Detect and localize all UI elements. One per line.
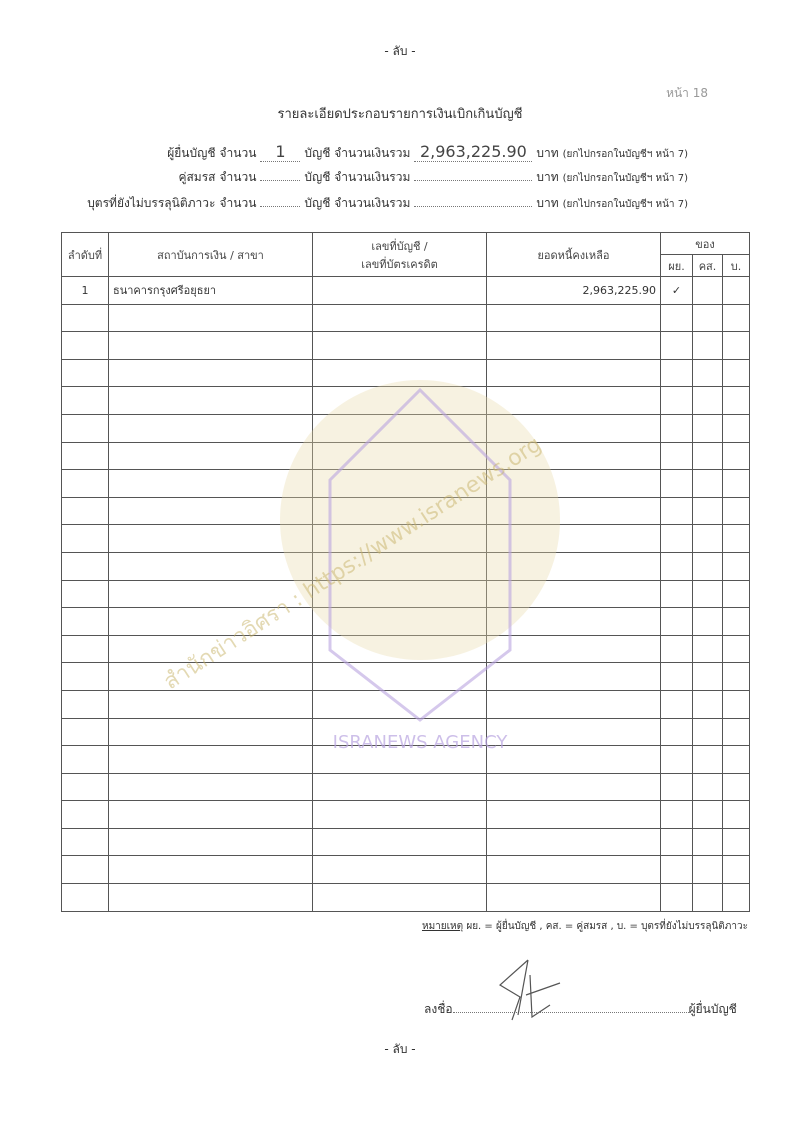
empty-cell [109, 332, 313, 360]
empty-cell [723, 387, 750, 415]
amount-value: 2,963,225.90 [414, 142, 532, 162]
empty-table-row [62, 635, 750, 663]
empty-cell [693, 525, 723, 553]
empty-cell [313, 856, 487, 884]
empty-cell [661, 746, 693, 774]
empty-cell [62, 773, 109, 801]
empty-cell [693, 470, 723, 498]
empty-cell [313, 497, 487, 525]
empty-cell [313, 525, 487, 553]
empty-cell [693, 414, 723, 442]
empty-cell [109, 663, 313, 691]
amount-value [414, 180, 532, 181]
empty-cell [487, 690, 661, 718]
header-owner-self: ผย. [661, 255, 693, 277]
count-value [260, 206, 300, 207]
empty-cell [313, 663, 487, 691]
empty-table-row [62, 387, 750, 415]
empty-cell [693, 856, 723, 884]
header-owner-child: บ. [723, 255, 750, 277]
empty-cell [723, 442, 750, 470]
cell-institution: ธนาคารกรุงศรีอยุธยา [109, 277, 313, 305]
empty-cell [487, 746, 661, 774]
empty-table-row [62, 414, 750, 442]
count-label: จำนวน [219, 146, 257, 160]
empty-cell [487, 470, 661, 498]
empty-table-row [62, 856, 750, 884]
empty-cell [313, 746, 487, 774]
empty-table-row [62, 608, 750, 636]
watermark-agency: ISRANEWS AGENCY [332, 732, 508, 753]
document-title: รายละเอียดประกอบรายการเงินเบิกเกินบัญชี [277, 107, 523, 122]
watermark-text: สำนักข่าวอิศรา : https://www.isranews.org [159, 431, 547, 696]
empty-table-row [62, 828, 750, 856]
empty-cell [693, 387, 723, 415]
empty-cell [487, 773, 661, 801]
signature-dots [453, 1012, 689, 1013]
empty-cell [661, 580, 693, 608]
empty-table-row [62, 552, 750, 580]
empty-cell [661, 525, 693, 553]
empty-cell [313, 332, 487, 360]
count-value: 1 [260, 142, 300, 162]
empty-table-row [62, 497, 750, 525]
empty-cell [487, 525, 661, 553]
empty-cell [661, 690, 693, 718]
empty-cell [661, 387, 693, 415]
empty-cell [62, 359, 109, 387]
unit-label: บาท [536, 170, 559, 184]
count-label: จำนวน [219, 196, 257, 210]
empty-cell [62, 690, 109, 718]
empty-cell [723, 856, 750, 884]
empty-cell [661, 304, 693, 332]
empty-cell [313, 387, 487, 415]
empty-cell [109, 525, 313, 553]
empty-table-row [62, 470, 750, 498]
empty-cell [693, 304, 723, 332]
empty-cell [723, 304, 750, 332]
empty-cell [109, 359, 313, 387]
empty-table-row [62, 525, 750, 553]
empty-cell [62, 332, 109, 360]
empty-cell [109, 690, 313, 718]
header-account [313, 233, 487, 277]
empty-cell [693, 773, 723, 801]
empty-table-row [62, 359, 750, 387]
page-number: หน้า 18 [666, 86, 708, 100]
empty-cell [62, 552, 109, 580]
accounts-label: บัญชี จำนวนเงินรวม [304, 146, 411, 160]
empty-cell [62, 414, 109, 442]
empty-cell [723, 332, 750, 360]
empty-cell [487, 608, 661, 636]
cell-owner-self: ✓ [661, 277, 693, 305]
accounts-label: บัญชี จำนวนเงินรวม [304, 196, 411, 210]
empty-cell [109, 442, 313, 470]
empty-cell [62, 580, 109, 608]
empty-cell [693, 663, 723, 691]
carry-note: (ยกไปกรอกในบัญชีฯ หน้า 7) [562, 149, 688, 160]
empty-cell [723, 828, 750, 856]
table-row [62, 277, 750, 305]
empty-cell [487, 856, 661, 884]
empty-table-row [62, 690, 750, 718]
empty-table-row [62, 746, 750, 774]
carry-note: (ยกไปกรอกในบัญชีฯ หน้า 7) [562, 173, 688, 184]
empty-cell [661, 635, 693, 663]
empty-cell [109, 801, 313, 829]
empty-cell [487, 304, 661, 332]
empty-cell [723, 525, 750, 553]
cell-owner-child [723, 277, 750, 305]
empty-cell [661, 414, 693, 442]
empty-cell [109, 470, 313, 498]
empty-cell [661, 663, 693, 691]
empty-cell [661, 828, 693, 856]
empty-cell [313, 718, 487, 746]
empty-cell [62, 304, 109, 332]
empty-cell [487, 828, 661, 856]
empty-cell [723, 773, 750, 801]
empty-cell [661, 332, 693, 360]
empty-cell [693, 442, 723, 470]
header-owner-spouse: คส. [693, 255, 723, 277]
empty-cell [109, 828, 313, 856]
empty-cell [62, 746, 109, 774]
empty-cell [487, 663, 661, 691]
empty-cell [723, 690, 750, 718]
header-institution: สถาบันการเงิน / สาขา [109, 233, 313, 277]
empty-cell [723, 552, 750, 580]
empty-cell [661, 497, 693, 525]
empty-table-row [62, 442, 750, 470]
empty-cell [62, 470, 109, 498]
header-balance: ยอดหนี้คงเหลือ [487, 233, 661, 277]
summary-label: ผู้ยื่นบัญชี [167, 146, 216, 160]
empty-cell [487, 359, 661, 387]
empty-cell [723, 718, 750, 746]
empty-cell [723, 497, 750, 525]
empty-cell [487, 718, 661, 746]
empty-cell [62, 525, 109, 553]
empty-cell [313, 884, 487, 912]
footnote [422, 919, 748, 934]
empty-cell [723, 884, 750, 912]
empty-cell [693, 828, 723, 856]
empty-cell [313, 552, 487, 580]
empty-cell [62, 828, 109, 856]
empty-cell [487, 414, 661, 442]
empty-cell [313, 442, 487, 470]
empty-cell [661, 856, 693, 884]
empty-cell [109, 746, 313, 774]
empty-table-row [62, 332, 750, 360]
carry-note: (ยกไปกรอกในบัญชีฯ หน้า 7) [562, 199, 688, 210]
empty-cell [487, 884, 661, 912]
empty-cell [313, 773, 487, 801]
empty-cell [62, 635, 109, 663]
footnote-label: หมายเหตุ [421, 921, 464, 932]
empty-cell [109, 773, 313, 801]
empty-cell [661, 359, 693, 387]
empty-cell [723, 663, 750, 691]
empty-cell [313, 414, 487, 442]
empty-cell [487, 801, 661, 829]
header-account-line2: เลขที่บัตรเครดิต [361, 257, 438, 271]
empty-cell [62, 442, 109, 470]
empty-cell [661, 884, 693, 912]
empty-cell [313, 608, 487, 636]
empty-cell [661, 801, 693, 829]
cell-seq: 1 [62, 277, 109, 305]
empty-table-row [62, 884, 750, 912]
empty-cell [313, 635, 487, 663]
empty-cell [661, 718, 693, 746]
empty-cell [487, 332, 661, 360]
empty-cell [723, 801, 750, 829]
cell-owner-spouse [693, 277, 723, 305]
empty-cell [487, 580, 661, 608]
empty-cell [693, 497, 723, 525]
empty-cell [693, 718, 723, 746]
empty-cell [723, 414, 750, 442]
overdraft-table [61, 232, 750, 912]
empty-cell [62, 608, 109, 636]
empty-cell [693, 359, 723, 387]
empty-cell [693, 608, 723, 636]
empty-cell [723, 359, 750, 387]
empty-cell [487, 635, 661, 663]
empty-cell [487, 387, 661, 415]
amount-value [414, 206, 532, 207]
empty-cell [661, 608, 693, 636]
classification-top: - ลับ - [384, 44, 416, 58]
empty-cell [661, 773, 693, 801]
empty-cell [109, 304, 313, 332]
empty-cell [661, 470, 693, 498]
count-value [260, 180, 300, 181]
empty-table-row [62, 773, 750, 801]
empty-cell [62, 663, 109, 691]
empty-cell [693, 884, 723, 912]
empty-cell [693, 801, 723, 829]
empty-table-row [62, 580, 750, 608]
summary-row [87, 194, 688, 213]
unit-label: บาท [536, 146, 559, 160]
header-account-line1: เลขที่บัญชี / [371, 239, 428, 253]
empty-cell [693, 580, 723, 608]
signature-line [424, 1000, 737, 1019]
empty-cell [723, 470, 750, 498]
summary-row [178, 168, 688, 187]
empty-cell [62, 497, 109, 525]
summary-row [167, 142, 688, 163]
empty-cell [723, 635, 750, 663]
empty-cell [487, 442, 661, 470]
empty-cell [693, 332, 723, 360]
classification-bottom: - ลับ - [384, 1042, 416, 1056]
header-seq: ลำดับที่ [62, 233, 109, 277]
empty-cell [62, 856, 109, 884]
empty-cell [313, 580, 487, 608]
empty-cell [487, 497, 661, 525]
empty-cell [62, 387, 109, 415]
empty-table-row [62, 304, 750, 332]
cell-balance: 2,963,225.90 [487, 277, 661, 305]
unit-label: บาท [536, 196, 559, 210]
empty-cell [313, 359, 487, 387]
empty-cell [109, 552, 313, 580]
cell-account [313, 277, 487, 305]
empty-cell [313, 801, 487, 829]
summary-label: คู่สมรส [178, 170, 216, 184]
empty-cell [693, 635, 723, 663]
empty-cell [109, 856, 313, 884]
empty-cell [109, 497, 313, 525]
empty-cell [109, 884, 313, 912]
empty-table-row [62, 801, 750, 829]
header-owner: ของ [661, 233, 750, 255]
empty-cell [109, 635, 313, 663]
count-label: จำนวน [219, 170, 257, 184]
empty-cell [313, 690, 487, 718]
empty-cell [62, 718, 109, 746]
empty-cell [693, 746, 723, 774]
empty-cell [109, 580, 313, 608]
empty-cell [661, 552, 693, 580]
empty-cell [313, 304, 487, 332]
empty-cell [723, 580, 750, 608]
accounts-label: บัญชี จำนวนเงินรวม [304, 170, 411, 184]
summary-label: บุตรที่ยังไม่บรรลุนิติภาวะ [87, 196, 216, 210]
footnote-text: ผย. = ผู้ยื่นบัญชี , คส. = คู่สมรส , บ. = บุตรที่ยังไม่บรรลุนิติภาวะ [463, 921, 748, 932]
empty-cell [313, 470, 487, 498]
empty-cell [109, 387, 313, 415]
empty-cell [487, 552, 661, 580]
empty-table-row [62, 718, 750, 746]
empty-cell [109, 414, 313, 442]
empty-cell [62, 884, 109, 912]
empty-cell [109, 608, 313, 636]
empty-cell [693, 690, 723, 718]
empty-cell [661, 442, 693, 470]
empty-cell [693, 552, 723, 580]
empty-table-row [62, 663, 750, 691]
empty-cell [313, 828, 487, 856]
empty-cell [62, 801, 109, 829]
empty-cell [109, 718, 313, 746]
empty-cell [723, 746, 750, 774]
sign-label: ลงชื่อ [424, 1002, 453, 1016]
signature-scribble [490, 955, 570, 1025]
signer-role: ผู้ยื่นบัญชี [688, 1002, 737, 1016]
empty-cell [723, 608, 750, 636]
